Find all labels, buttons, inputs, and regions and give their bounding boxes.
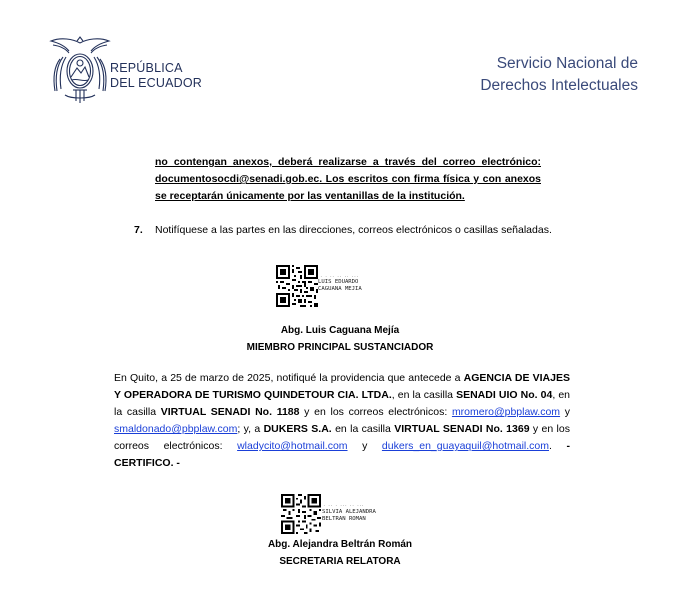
qr-code-icon (276, 265, 318, 307)
country-line-1: REPÚBLICA (110, 61, 183, 75)
sig1-line-2: CAGUANA MEJIA (318, 285, 362, 292)
text-span: en la casilla (331, 423, 395, 435)
text-span: y (560, 406, 571, 418)
item-7 (134, 222, 554, 239)
signer-2-name: Abg. Alejandra Beltrán Román (267, 539, 413, 550)
recipient-1: AGENCIA DE VIAJES Y OPERADORA DE TURISMO QUINDETOUR CIA. LTDA. (114, 372, 570, 401)
agency-line-2: Derechos Intelectuales (480, 77, 638, 94)
signer-2-role: SECRETARIA RELATORA (279, 556, 401, 567)
item-number: 7. (134, 224, 143, 236)
signer-2-block (230, 536, 450, 570)
email-link-1[interactable]: mromero@pbplaw.com (451, 406, 561, 418)
text-span: y en los correos electrónicos: (299, 406, 452, 418)
qr-code-icon (281, 494, 321, 534)
mailbox-2: VIRTUAL SENADI No. 1188 (160, 406, 300, 418)
item-text: Notifíquese a las partes en las direcciones, correos electrónicos o casillas señaladas. (155, 224, 552, 236)
text-span: En Quito, a 25 de marzo de 2025, notifiqué la providencia que antecede a (114, 372, 464, 384)
notice-paragraph: no contengan anexos, deberá realizarse a través del correo electrónico: documentosocdi@senadi.gob.ec. Los escritos con firma física y con anexos se receptarán únicamente por las ventanillas de la institución. (155, 156, 541, 202)
agency-name (480, 53, 638, 97)
text-span: ; y, a (237, 423, 264, 435)
country-name (110, 61, 202, 91)
sig2-line-1: SILVIA ALEJANDRA (322, 509, 376, 515)
certification-mark: - CERTIFICO. - (114, 440, 570, 469)
email-link-3[interactable]: wladycito@hotmail.com (237, 440, 348, 452)
sig2-line-2: BELTRAN ROMAN (322, 515, 366, 522)
email-link-4[interactable]: dukers_en_guayaquil@hotmail.com (381, 440, 550, 452)
signer-1-name: Abg. Luis Caguana Mejía (280, 325, 400, 336)
mailbox-1: SENADI UIO No. 04 (456, 389, 553, 401)
signer-1-block (240, 322, 440, 356)
country-line-2: DEL ECUADOR (110, 76, 203, 90)
agency-line-1: Servicio Nacional de (496, 55, 638, 72)
signer-1-role: MIEMBRO PRINCIPAL SUSTANCIADOR (246, 342, 434, 353)
digital-signature-2 (322, 509, 376, 522)
email-link-2[interactable]: smaldonado@pbplaw.com (114, 423, 238, 435)
text-span: , en la casilla (114, 389, 571, 418)
text-span: . (549, 440, 567, 452)
ecuador-coat-of-arms-icon (47, 35, 113, 107)
sig1-line-1: LUIS EDUARDO (318, 279, 359, 285)
digital-signature-1 (318, 279, 362, 292)
text-span: y (347, 440, 382, 452)
digital-sign-note: · · ·· ·· ·· ··· (320, 274, 359, 279)
text-span: , en la casilla (391, 389, 457, 401)
mailbox-3: VIRTUAL SENADI No. 1369 (394, 423, 530, 435)
text-span: y en los correos electrónicos: (114, 423, 570, 452)
notification-paragraph (114, 370, 570, 472)
digital-sign-note: · ·· · ··· ·· ··· (323, 503, 364, 508)
recipient-2: DUKERS S.A. (263, 423, 332, 435)
